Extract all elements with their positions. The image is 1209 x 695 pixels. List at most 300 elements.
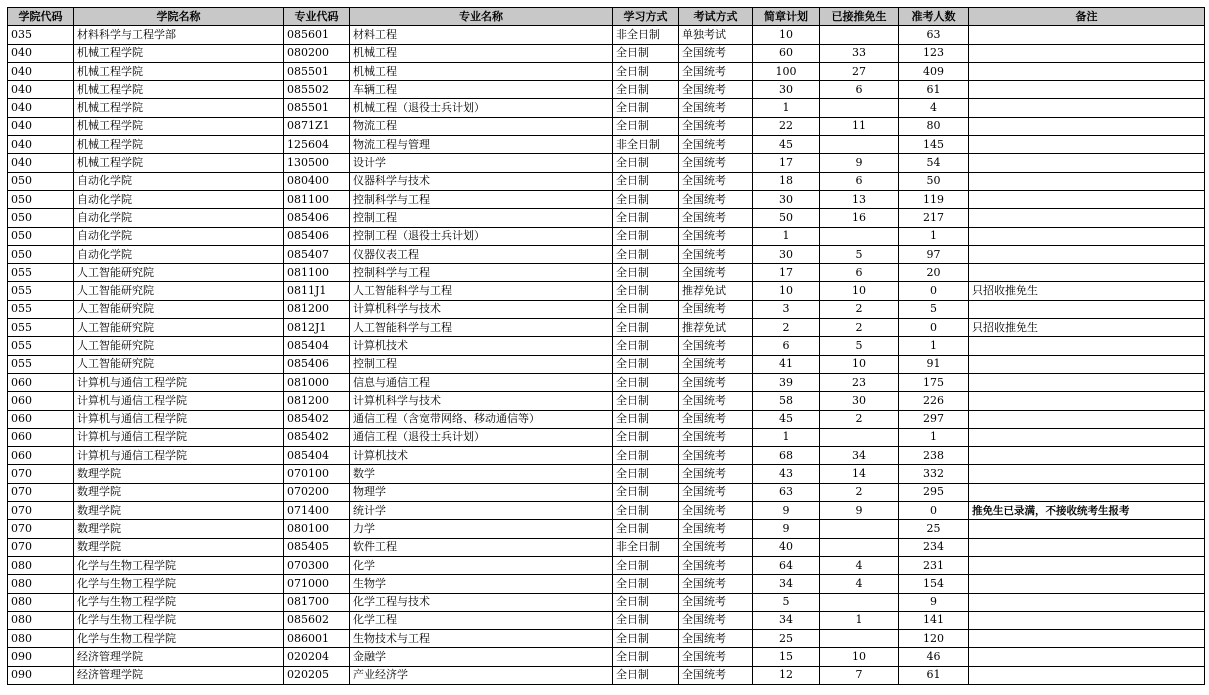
cell-recommended: 11 (820, 117, 899, 135)
cell-major-name: 仪器科学与技术 (350, 172, 613, 190)
cell-exam-mode: 全国统考 (679, 611, 753, 629)
cell-college-code: 055 (8, 264, 74, 282)
cell-college-code: 070 (8, 520, 74, 538)
cell-applicants: 80 (899, 117, 969, 135)
cell-recommended: 9 (820, 154, 899, 172)
table-row (8, 483, 1205, 501)
cell-major-code: 081700 (284, 593, 350, 611)
cell-major-code: 125604 (284, 136, 350, 154)
cell-applicants: 0 (899, 502, 969, 520)
cell-college-code: 055 (8, 282, 74, 300)
cell-plan: 15 (753, 648, 820, 666)
cell-recommended: 6 (820, 172, 899, 190)
cell-major-code: 080400 (284, 172, 350, 190)
cell-exam-mode: 全国统考 (679, 81, 753, 99)
cell-major-name: 物流工程与管理 (350, 136, 613, 154)
cell-applicants: 120 (899, 630, 969, 648)
cell-remarks (969, 666, 1205, 684)
cell-plan: 30 (753, 245, 820, 263)
cell-remarks (969, 81, 1205, 99)
cell-college-code: 060 (8, 392, 74, 410)
cell-college-name: 计算机与通信工程学院 (74, 447, 284, 465)
cell-study-mode: 全日制 (613, 666, 679, 684)
cell-plan: 63 (753, 483, 820, 501)
cell-major-name: 物理学 (350, 483, 613, 501)
cell-college-name: 化学与生物工程学院 (74, 575, 284, 593)
cell-college-code: 070 (8, 502, 74, 520)
cell-college-name: 人工智能研究院 (74, 264, 284, 282)
cell-study-mode: 全日制 (613, 319, 679, 337)
table-row (8, 117, 1205, 135)
cell-major-name: 化学工程与技术 (350, 593, 613, 611)
cell-plan: 17 (753, 154, 820, 172)
header-plan: 简章计划 (753, 8, 820, 26)
cell-college-code: 050 (8, 190, 74, 208)
cell-major-code: 081100 (284, 190, 350, 208)
cell-plan: 17 (753, 264, 820, 282)
cell-plan: 39 (753, 373, 820, 391)
cell-applicants: 91 (899, 355, 969, 373)
cell-major-code: 0871Z1 (284, 117, 350, 135)
cell-exam-mode: 全国统考 (679, 630, 753, 648)
cell-study-mode: 全日制 (613, 172, 679, 190)
cell-remarks (969, 630, 1205, 648)
cell-study-mode: 全日制 (613, 337, 679, 355)
cell-remarks (969, 172, 1205, 190)
cell-major-name: 车辆工程 (350, 81, 613, 99)
table-row (8, 300, 1205, 318)
cell-major-code: 085602 (284, 611, 350, 629)
cell-major-name: 统计学 (350, 502, 613, 520)
table-row (8, 62, 1205, 80)
cell-remarks (969, 190, 1205, 208)
cell-recommended: 1 (820, 611, 899, 629)
cell-college-code: 060 (8, 447, 74, 465)
cell-major-name: 计算机技术 (350, 447, 613, 465)
cell-major-name: 计算机科学与技术 (350, 392, 613, 410)
cell-major-code: 071400 (284, 502, 350, 520)
cell-remarks (969, 373, 1205, 391)
cell-study-mode: 全日制 (613, 575, 679, 593)
cell-plan: 30 (753, 81, 820, 99)
cell-exam-mode: 全国统考 (679, 392, 753, 410)
cell-plan: 3 (753, 300, 820, 318)
cell-recommended: 14 (820, 465, 899, 483)
cell-college-code: 050 (8, 209, 74, 227)
cell-exam-mode: 全国统考 (679, 373, 753, 391)
cell-college-code: 050 (8, 227, 74, 245)
cell-applicants: 1 (899, 428, 969, 446)
cell-major-name: 数学 (350, 465, 613, 483)
cell-plan: 9 (753, 520, 820, 538)
table-row (8, 355, 1205, 373)
cell-study-mode: 全日制 (613, 465, 679, 483)
cell-applicants: 297 (899, 410, 969, 428)
cell-remarks (969, 355, 1205, 373)
cell-college-name: 自动化学院 (74, 172, 284, 190)
cell-remarks (969, 410, 1205, 428)
cell-college-name: 计算机与通信工程学院 (74, 410, 284, 428)
cell-exam-mode: 全国统考 (679, 209, 753, 227)
cell-exam-mode: 全国统考 (679, 190, 753, 208)
cell-college-name: 人工智能研究院 (74, 319, 284, 337)
cell-recommended (820, 26, 899, 44)
cell-major-name: 化学工程 (350, 611, 613, 629)
cell-plan: 5 (753, 593, 820, 611)
cell-plan: 45 (753, 410, 820, 428)
cell-applicants: 226 (899, 392, 969, 410)
cell-plan: 68 (753, 447, 820, 465)
cell-study-mode: 全日制 (613, 593, 679, 611)
table-row (8, 556, 1205, 574)
cell-college-name: 数理学院 (74, 502, 284, 520)
cell-remarks (969, 556, 1205, 574)
cell-major-code: 0811J1 (284, 282, 350, 300)
cell-college-name: 机械工程学院 (74, 99, 284, 117)
table-row (8, 611, 1205, 629)
table-row (8, 538, 1205, 556)
cell-major-name: 化学 (350, 556, 613, 574)
cell-applicants: 145 (899, 136, 969, 154)
cell-plan: 100 (753, 62, 820, 80)
cell-remarks (969, 593, 1205, 611)
header-college-name: 学院名称 (74, 8, 284, 26)
cell-remarks (969, 648, 1205, 666)
cell-major-code: 071000 (284, 575, 350, 593)
cell-applicants: 141 (899, 611, 969, 629)
cell-recommended (820, 99, 899, 117)
header-exam-mode: 考试方式 (679, 8, 753, 26)
header-college-code: 学院代码 (8, 8, 74, 26)
cell-college-code: 070 (8, 538, 74, 556)
cell-college-name: 人工智能研究院 (74, 355, 284, 373)
cell-remarks (969, 300, 1205, 318)
cell-major-code: 020204 (284, 648, 350, 666)
cell-study-mode: 全日制 (613, 428, 679, 446)
cell-recommended: 5 (820, 337, 899, 355)
cell-college-code: 090 (8, 648, 74, 666)
cell-college-code: 040 (8, 99, 74, 117)
cell-applicants: 217 (899, 209, 969, 227)
table-row (8, 172, 1205, 190)
cell-recommended (820, 538, 899, 556)
cell-study-mode: 全日制 (613, 355, 679, 373)
cell-recommended (820, 428, 899, 446)
cell-recommended: 34 (820, 447, 899, 465)
cell-major-code: 085407 (284, 245, 350, 263)
cell-applicants: 97 (899, 245, 969, 263)
cell-exam-mode: 全国统考 (679, 483, 753, 501)
cell-applicants: 61 (899, 81, 969, 99)
cell-recommended: 2 (820, 410, 899, 428)
cell-applicants: 61 (899, 666, 969, 684)
cell-recommended (820, 227, 899, 245)
cell-study-mode: 全日制 (613, 44, 679, 62)
cell-recommended (820, 520, 899, 538)
cell-college-code: 070 (8, 483, 74, 501)
cell-remarks (969, 520, 1205, 538)
cell-plan: 1 (753, 428, 820, 446)
cell-college-name: 机械工程学院 (74, 81, 284, 99)
cell-major-name: 生物学 (350, 575, 613, 593)
cell-college-code: 040 (8, 81, 74, 99)
cell-study-mode: 非全日制 (613, 26, 679, 44)
cell-remarks (969, 483, 1205, 501)
cell-study-mode: 全日制 (613, 410, 679, 428)
cell-college-code: 055 (8, 300, 74, 318)
cell-major-code: 085502 (284, 81, 350, 99)
cell-plan: 25 (753, 630, 820, 648)
cell-applicants: 175 (899, 373, 969, 391)
cell-college-name: 自动化学院 (74, 190, 284, 208)
cell-major-code: 085402 (284, 410, 350, 428)
table-row (8, 337, 1205, 355)
cell-applicants: 295 (899, 483, 969, 501)
cell-major-name: 控制工程 (350, 209, 613, 227)
cell-major-code: 080100 (284, 520, 350, 538)
cell-major-code: 081200 (284, 300, 350, 318)
cell-exam-mode: 全国统考 (679, 154, 753, 172)
cell-applicants: 0 (899, 319, 969, 337)
cell-remarks (969, 447, 1205, 465)
cell-plan: 18 (753, 172, 820, 190)
cell-remarks (969, 209, 1205, 227)
cell-recommended: 4 (820, 575, 899, 593)
cell-college-name: 自动化学院 (74, 227, 284, 245)
cell-major-name: 机械工程（退役士兵计划） (350, 99, 613, 117)
cell-major-code: 085402 (284, 428, 350, 446)
header-applicants: 准考人数 (899, 8, 969, 26)
cell-study-mode: 全日制 (613, 245, 679, 263)
admissions-table (7, 7, 1205, 685)
cell-remarks (969, 337, 1205, 355)
cell-study-mode: 全日制 (613, 630, 679, 648)
cell-recommended (820, 136, 899, 154)
cell-exam-mode: 全国统考 (679, 172, 753, 190)
cell-major-code: 085404 (284, 337, 350, 355)
cell-recommended: 16 (820, 209, 899, 227)
cell-college-name: 材料科学与工程学部 (74, 26, 284, 44)
cell-college-code: 055 (8, 319, 74, 337)
cell-remarks (969, 611, 1205, 629)
cell-college-name: 人工智能研究院 (74, 300, 284, 318)
cell-major-name: 材料工程 (350, 26, 613, 44)
cell-study-mode: 全日制 (613, 81, 679, 99)
cell-college-code: 060 (8, 410, 74, 428)
cell-exam-mode: 全国统考 (679, 593, 753, 611)
cell-major-name: 控制科学与工程 (350, 190, 613, 208)
cell-plan: 45 (753, 136, 820, 154)
cell-major-name: 通信工程（含宽带网络、移动通信等） (350, 410, 613, 428)
cell-study-mode: 全日制 (613, 502, 679, 520)
cell-major-code: 086001 (284, 630, 350, 648)
cell-exam-mode: 全国统考 (679, 666, 753, 684)
cell-study-mode: 非全日制 (613, 538, 679, 556)
cell-exam-mode: 全国统考 (679, 410, 753, 428)
cell-exam-mode: 全国统考 (679, 245, 753, 263)
cell-remarks (969, 62, 1205, 80)
cell-study-mode: 全日制 (613, 209, 679, 227)
cell-recommended (820, 630, 899, 648)
cell-remarks (969, 428, 1205, 446)
cell-major-code: 070200 (284, 483, 350, 501)
cell-college-name: 计算机与通信工程学院 (74, 373, 284, 391)
cell-college-code: 080 (8, 593, 74, 611)
cell-plan: 58 (753, 392, 820, 410)
cell-plan: 40 (753, 538, 820, 556)
cell-major-code: 0812J1 (284, 319, 350, 337)
cell-college-name: 经济管理学院 (74, 648, 284, 666)
cell-major-name: 仪器仪表工程 (350, 245, 613, 263)
cell-plan: 10 (753, 282, 820, 300)
cell-applicants: 4 (899, 99, 969, 117)
table-row (8, 648, 1205, 666)
cell-college-name: 化学与生物工程学院 (74, 611, 284, 629)
cell-major-code: 081200 (284, 392, 350, 410)
cell-college-name: 自动化学院 (74, 209, 284, 227)
cell-recommended: 33 (820, 44, 899, 62)
cell-college-name: 人工智能研究院 (74, 337, 284, 355)
cell-remarks (969, 264, 1205, 282)
cell-plan: 64 (753, 556, 820, 574)
cell-major-code: 085405 (284, 538, 350, 556)
cell-study-mode: 全日制 (613, 99, 679, 117)
cell-college-name: 经济管理学院 (74, 666, 284, 684)
cell-major-name: 金融学 (350, 648, 613, 666)
cell-recommended: 7 (820, 666, 899, 684)
cell-college-name: 数理学院 (74, 483, 284, 501)
cell-applicants: 46 (899, 648, 969, 666)
table-row (8, 190, 1205, 208)
cell-college-code: 040 (8, 62, 74, 80)
cell-major-name: 设计学 (350, 154, 613, 172)
cell-college-name: 自动化学院 (74, 245, 284, 263)
cell-college-code: 055 (8, 355, 74, 373)
cell-college-name: 数理学院 (74, 520, 284, 538)
cell-remarks: 只招收推免生 (969, 282, 1205, 300)
cell-study-mode: 全日制 (613, 282, 679, 300)
cell-exam-mode: 全国统考 (679, 520, 753, 538)
cell-major-name: 控制工程（退役士兵计划） (350, 227, 613, 245)
table-row (8, 136, 1205, 154)
cell-applicants: 234 (899, 538, 969, 556)
header-recommended: 已接推免生 (820, 8, 899, 26)
cell-college-name: 人工智能研究院 (74, 282, 284, 300)
cell-major-code: 070100 (284, 465, 350, 483)
table-row (8, 502, 1205, 520)
table-row (8, 81, 1205, 99)
cell-recommended: 23 (820, 373, 899, 391)
cell-study-mode: 全日制 (613, 556, 679, 574)
table-row (8, 666, 1205, 684)
cell-exam-mode: 全国统考 (679, 227, 753, 245)
cell-college-name: 数理学院 (74, 538, 284, 556)
header-row (8, 8, 1205, 26)
cell-college-name: 机械工程学院 (74, 154, 284, 172)
cell-study-mode: 非全日制 (613, 136, 679, 154)
cell-applicants: 409 (899, 62, 969, 80)
table-row (8, 392, 1205, 410)
cell-remarks (969, 136, 1205, 154)
cell-major-name: 控制科学与工程 (350, 264, 613, 282)
cell-major-name: 物流工程 (350, 117, 613, 135)
cell-recommended: 2 (820, 319, 899, 337)
cell-recommended: 6 (820, 81, 899, 99)
cell-remarks (969, 227, 1205, 245)
cell-study-mode: 全日制 (613, 520, 679, 538)
cell-study-mode: 全日制 (613, 190, 679, 208)
cell-remarks (969, 26, 1205, 44)
cell-applicants: 0 (899, 282, 969, 300)
cell-exam-mode: 全国统考 (679, 355, 753, 373)
cell-major-name: 人工智能科学与工程 (350, 319, 613, 337)
cell-major-name: 计算机技术 (350, 337, 613, 355)
cell-applicants: 1 (899, 337, 969, 355)
cell-major-code: 081100 (284, 264, 350, 282)
cell-recommended: 10 (820, 648, 899, 666)
cell-college-name: 计算机与通信工程学院 (74, 392, 284, 410)
cell-major-name: 产业经济学 (350, 666, 613, 684)
table-row (8, 373, 1205, 391)
cell-remarks (969, 465, 1205, 483)
cell-major-code: 085404 (284, 447, 350, 465)
cell-college-name: 数理学院 (74, 465, 284, 483)
header-major-code: 专业代码 (284, 8, 350, 26)
cell-recommended: 10 (820, 282, 899, 300)
cell-remarks: 推免生已录满，不接收统考生报考 (969, 502, 1205, 520)
cell-exam-mode: 全国统考 (679, 62, 753, 80)
cell-remarks (969, 99, 1205, 117)
cell-applicants: 25 (899, 520, 969, 538)
cell-recommended: 6 (820, 264, 899, 282)
cell-study-mode: 全日制 (613, 264, 679, 282)
header-remarks: 备注 (969, 8, 1205, 26)
cell-plan: 10 (753, 26, 820, 44)
cell-exam-mode: 全国统考 (679, 300, 753, 318)
table-row (8, 319, 1205, 337)
table-row (8, 575, 1205, 593)
cell-college-code: 060 (8, 373, 74, 391)
cell-major-code: 085501 (284, 99, 350, 117)
cell-college-name: 化学与生物工程学院 (74, 630, 284, 648)
cell-applicants: 231 (899, 556, 969, 574)
cell-remarks: 只招收推免生 (969, 319, 1205, 337)
cell-recommended: 10 (820, 355, 899, 373)
cell-college-code: 050 (8, 245, 74, 263)
cell-study-mode: 全日制 (613, 648, 679, 666)
cell-major-code: 085601 (284, 26, 350, 44)
cell-exam-mode: 推荐免试 (679, 282, 753, 300)
cell-recommended: 2 (820, 300, 899, 318)
cell-exam-mode: 全国统考 (679, 264, 753, 282)
cell-major-code: 085406 (284, 227, 350, 245)
cell-study-mode: 全日制 (613, 392, 679, 410)
cell-applicants: 20 (899, 264, 969, 282)
cell-remarks (969, 117, 1205, 135)
cell-college-name: 计算机与通信工程学院 (74, 428, 284, 446)
table-row (8, 282, 1205, 300)
table-row (8, 154, 1205, 172)
cell-exam-mode: 全国统考 (679, 538, 753, 556)
cell-exam-mode: 全国统考 (679, 136, 753, 154)
cell-major-code: 085501 (284, 62, 350, 80)
cell-major-code: 130500 (284, 154, 350, 172)
cell-remarks (969, 392, 1205, 410)
cell-study-mode: 全日制 (613, 300, 679, 318)
cell-major-code: 080200 (284, 44, 350, 62)
cell-applicants: 9 (899, 593, 969, 611)
table-row (8, 447, 1205, 465)
